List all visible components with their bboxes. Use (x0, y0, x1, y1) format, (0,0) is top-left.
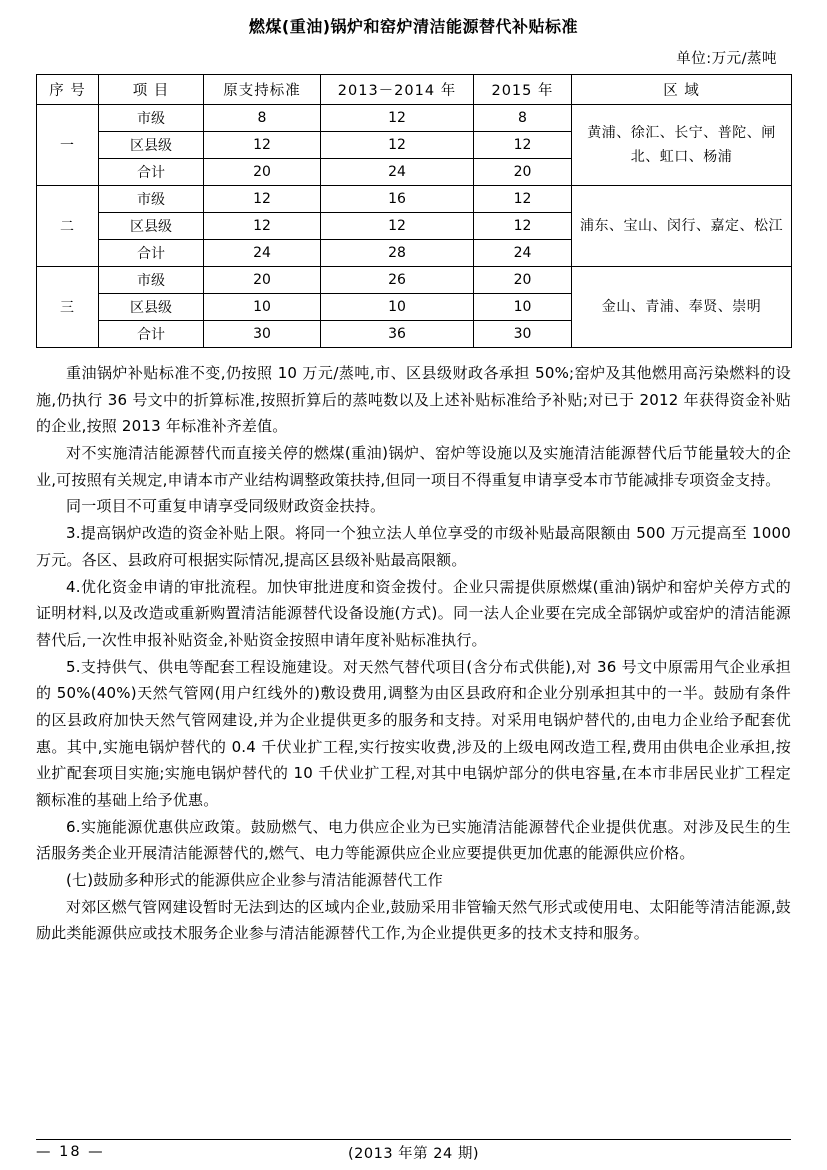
group-number: 二 (37, 186, 99, 267)
col-header-item: 项 目 (99, 75, 204, 105)
group-region: 浦东、宝山、闵行、嘉定、松江 (572, 186, 792, 267)
col-header-original: 原支持标准 (204, 75, 321, 105)
row-2013-2014: 36 (321, 321, 474, 348)
group-number: 三 (37, 267, 99, 348)
row-2015: 12 (474, 132, 572, 159)
row-item: 合计 (99, 240, 204, 267)
paragraph: 4.优化资金申请的审批流程。加快审批进度和资金拨付。企业只需提供原燃煤(重油)锅炉和窑炉关停方式的证明材料,以及改造或重新购置清洁能源替代设备设施(方式)。同一法人企业要在完成全部锅炉或窑炉的清洁能源替代后,一次性申报补贴资金,补贴资金按照申请年度补贴标准执行。 (36, 577, 791, 649)
row-original: 30 (204, 321, 321, 348)
row-item: 区县级 (99, 294, 204, 321)
row-item: 区县级 (99, 213, 204, 240)
row-original: 12 (204, 213, 321, 240)
unit-note: 单位:万元/蒸吨 (676, 51, 777, 67)
col-header-2013-2014: 2013－2014 年 (321, 75, 474, 105)
paragraph: 6.实施能源优惠供应政策。鼓励燃气、电力供应企业为已实施清洁能源替代企业提供优惠。对涉及民生的生活服务类企业开展清洁能源替代的,燃气、电力等能源供应企业应要提供更加优惠的能源供应价格。 (36, 817, 791, 863)
paragraph: 重油锅炉补贴标准不变,仍按照 10 万元/蒸吨,市、区县级财政各承担 50%;窑炉及其他燃用高污染燃料的设施,仍执行 36 号文中的折算标准,按照折算后的蒸吨数以及上述补贴标准给予补贴;对已于 2012 年获得资金补贴的企业,按照 2013 年标准补齐差值。 (36, 364, 791, 436)
row-item: 合计 (99, 321, 204, 348)
row-2015: 20 (474, 267, 572, 294)
row-original: 24 (204, 240, 321, 267)
row-item: 市级 (99, 267, 204, 294)
table-header-row (37, 75, 792, 105)
row-original: 20 (204, 267, 321, 294)
subsidy-standard-table (36, 74, 792, 348)
row-2015: 12 (474, 186, 572, 213)
group-region: 金山、青浦、奉贤、崇明 (572, 267, 792, 348)
row-2013-2014: 10 (321, 294, 474, 321)
section-heading: (七)鼓励多种形式的能源供应企业参与清洁能源替代工作 (66, 871, 443, 890)
row-2013-2014: 12 (321, 213, 474, 240)
row-item: 区县级 (99, 132, 204, 159)
row-item: 合计 (99, 159, 204, 186)
row-2013-2014: 16 (321, 186, 474, 213)
row-2013-2014: 12 (321, 105, 474, 132)
table-row (37, 105, 792, 132)
body-text (36, 360, 791, 947)
paragraph: 对不实施清洁能源替代而直接关停的燃煤(重油)锅炉、窑炉等设施以及实施清洁能源替代后节能量较大的企业,可按照有关规定,申请本市产业结构调整政策扶持,但同一项目不得重复申请享受本市节能减排专项资金支持。 (36, 444, 791, 489)
row-original: 12 (204, 186, 321, 213)
row-original: 10 (204, 294, 321, 321)
row-original: 12 (204, 132, 321, 159)
row-2015: 24 (474, 240, 572, 267)
page-title: 燃煤(重油)锅炉和窑炉清洁能源替代补贴标准 (248, 17, 579, 36)
row-2013-2014: 28 (321, 240, 474, 267)
col-header-2015: 2015 年 (474, 75, 572, 105)
row-2013-2014: 12 (321, 132, 474, 159)
row-original: 8 (204, 105, 321, 132)
row-item: 市级 (99, 186, 204, 213)
row-2013-2014: 24 (321, 159, 474, 186)
row-2015: 30 (474, 321, 572, 348)
paragraph: 5.支持供气、供电等配套工程设施建设。对天然气替代项目(含分布式供能),对 36 号文中原需用气企业承担的 50%(40%)天然气管网(用户红线外的)敷设费用,调整为由区县政府和企业分别承担其中的一半。鼓励有条件的区县政府加快天然气管网建设,并为企业提供更多的服务和支持。对采用电锅炉替代的,由电力企业给予配套优惠。其中,实施电锅炉替代的 0.4 千伏业扩工程,实行按实收费,涉及的上级电网改造工程,费用由供电企业承担,按业扩配套项目实施;实施电锅炉替代的 10 千伏业扩工程,对其中电锅炉部分的供电容量,在本市非居民业扩工程定额标准的基础上给予优惠。 (36, 657, 791, 809)
table-row (37, 267, 792, 294)
table-row (37, 186, 792, 213)
row-2015: 10 (474, 294, 572, 321)
paragraph: 对郊区燃气管网建设暂时无法到达的区域内企业,鼓励采用非管输天然气形式或使用电、太阳能等清洁能源,鼓励此类能源供应或技术服务企业参与清洁能源替代工作,为企业提供更多的技术支持和服务。 (36, 897, 791, 943)
row-item: 市级 (99, 105, 204, 132)
row-2015: 20 (474, 159, 572, 186)
row-2015: 8 (474, 105, 572, 132)
page-number: — 18 — (36, 1144, 105, 1160)
row-original: 20 (204, 159, 321, 186)
row-2015: 12 (474, 213, 572, 240)
group-region: 黄浦、徐汇、长宁、普陀、闸北、虹口、杨浦 (572, 105, 792, 186)
col-header-region: 区 域 (572, 75, 792, 105)
paragraph: 3.提高锅炉改造的资金补贴上限。将同一个独立法人单位享受的市级补贴最高限额由 500 万元提高至 1000 万元。各区、县政府可根据实际情况,提高区县级补贴最高限额。 (36, 524, 791, 569)
page-footer (36, 1139, 791, 1160)
group-number: 一 (37, 105, 99, 186)
col-header-no: 序 号 (37, 75, 99, 105)
issue-label: (2013 年第 24 期) (348, 1145, 479, 1162)
paragraph: 同一项目不可重复申请享受同级财政资金扶持。 (66, 497, 386, 516)
row-2013-2014: 26 (321, 267, 474, 294)
